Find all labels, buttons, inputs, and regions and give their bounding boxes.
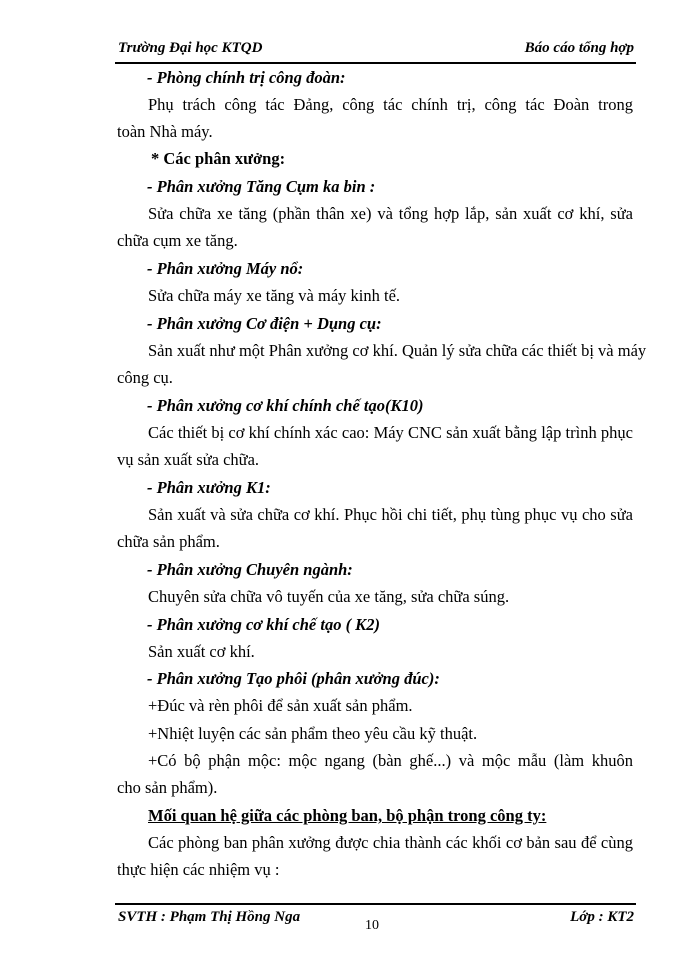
paragraph-line: Phụ trách công tác Đảng, công tác chính trị, công tác Đoàn trong <box>148 95 633 114</box>
paragraph-line: Các thiết bị cơ khí chính xác cao: Máy CNC sản xuất bằng lập trình phục <box>148 423 633 442</box>
paragraph-line: chữa sản phẩm. <box>117 532 220 551</box>
heading-tank-cabin-workshop: - Phân xưởng Tăng Cụm ka bin : <box>147 177 376 196</box>
paragraph-line: thực hiện các nhiệm vụ : <box>117 860 280 879</box>
heading-political-union-office: - Phòng chính trị công đoàn: <box>147 68 346 87</box>
paragraph-line: cho sản phẩm). <box>117 778 218 797</box>
page-number: 10 <box>365 918 379 933</box>
heading-department-relations: Mối quan hệ giữa các phòng ban, bộ phận trong công ty: <box>148 806 547 825</box>
paragraph-line: Sửa chữa máy xe tăng và máy kinh tế. <box>148 286 401 305</box>
heading-specialized-workshop: - Phân xưởng Chuyên ngành: <box>147 560 353 579</box>
bullet-line: +Đúc và rèn phôi để sản xuất sản phẩm. <box>148 696 413 715</box>
footer-class: Lớp : KT2 <box>570 909 634 925</box>
page-header <box>115 40 636 64</box>
heading-k10-workshop: - Phân xưởng cơ khí chính chế tạo(K10) <box>147 396 424 415</box>
paragraph-line: Sản xuất cơ khí. <box>148 642 255 661</box>
bullet-line: +Có bộ phận mộc: mộc ngang (bàn ghế...) và mộc mẫu (làm khuôn <box>148 751 633 770</box>
header-school: Trường Đại học KTQD <box>118 40 263 56</box>
paragraph-line: Các phòng ban phân xưởng được chia thành các khối cơ bản sau để cùng <box>148 833 633 852</box>
paragraph-line: vụ sản xuất sửa chữa. <box>117 450 260 469</box>
header-report-title: Báo cáo tổng hợp <box>524 40 634 56</box>
paragraph-line: chữa cụm xe tăng. <box>117 231 238 250</box>
bullet-line: +Nhiệt luyện các sản phẩm theo yêu cầu kỹ thuật. <box>148 724 478 743</box>
paragraph-line: toàn Nhà máy. <box>117 122 213 141</box>
heading-electromechanical-workshop: - Phân xưởng Cơ điện + Dụng cụ: <box>147 314 382 333</box>
heading-k2-workshop: - Phân xưởng cơ khí chế tạo ( K2) <box>147 615 380 634</box>
page-footer <box>115 903 636 933</box>
footer-student: SVTH : Phạm Thị Hồng Nga <box>118 909 301 925</box>
heading-workshops: * Các phân xưởng: <box>151 149 286 168</box>
paragraph-line: Sản xuất như một Phân xưởng cơ khí. Quản lý sửa chữa các thiết bị và máy <box>148 341 647 360</box>
heading-casting-workshop: - Phân xưởng Tạo phôi (phân xưởng đúc): <box>147 669 440 688</box>
heading-engine-workshop: - Phân xưởng Máy nổ: <box>147 259 304 278</box>
paragraph-line: Chuyên sửa chữa vô tuyến của xe tăng, sửa chữa súng. <box>148 587 510 606</box>
paragraph-line: công cụ. <box>117 368 173 387</box>
paragraph-line: Sửa chữa xe tăng (phần thân xe) và tổng hợp lắp, sản xuất cơ khí, sửa <box>148 204 633 223</box>
heading-k1-workshop: - Phân xưởng K1: <box>147 478 271 497</box>
paragraph-line: Sản xuất và sửa chữa cơ khí. Phục hồi chi tiết, phụ tùng phục vụ cho sửa <box>148 505 633 524</box>
